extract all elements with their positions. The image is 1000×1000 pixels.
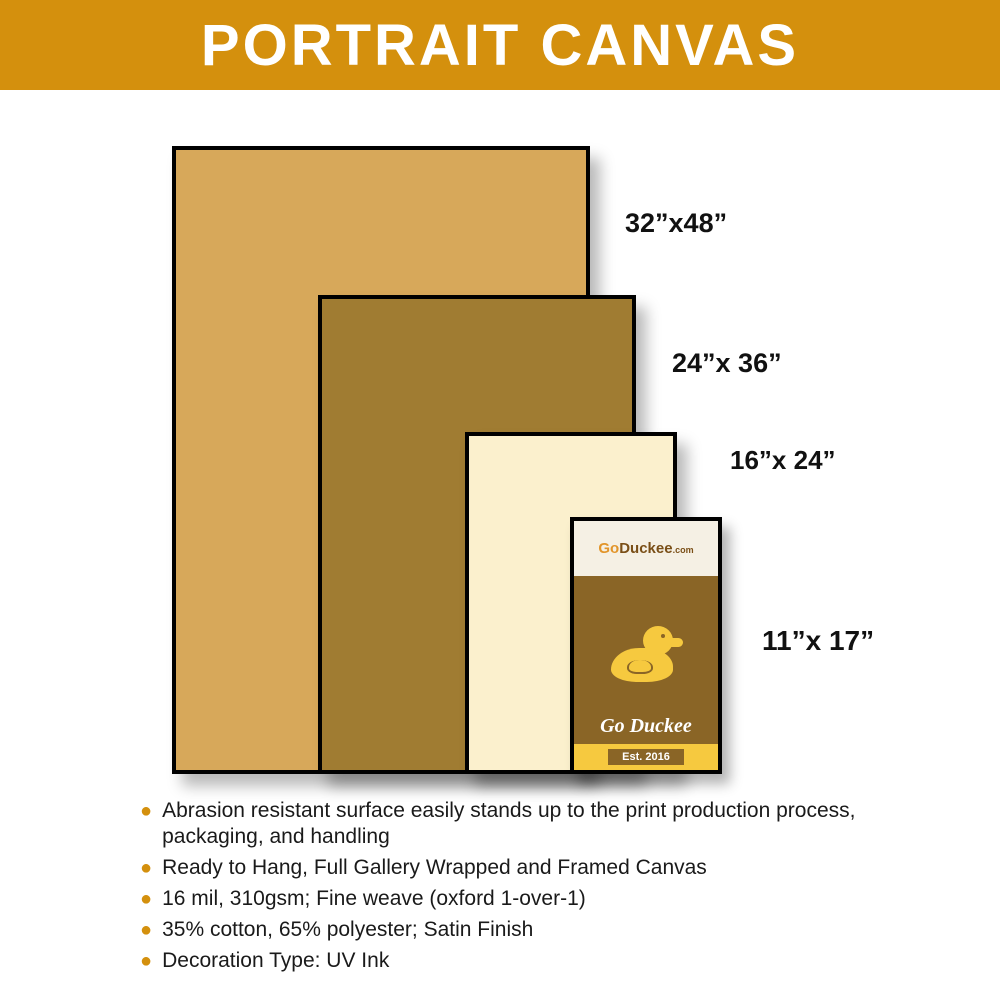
list-item — [140, 917, 940, 943]
size-label-32x48: 32”x48” — [625, 208, 728, 238]
poster-artwork — [574, 521, 718, 770]
feature-text: Ready to Hang, Full Gallery Wrapped and Framed Canvas — [162, 856, 707, 879]
canvas-size-diagram — [0, 90, 1000, 790]
canvas-swatch-11x17 — [570, 517, 722, 774]
poster-logo-area — [574, 521, 718, 576]
size-label-16x24: 16”x 24” — [730, 445, 836, 475]
poster-footer-area — [574, 744, 718, 770]
logo-go-text: Go — [598, 539, 620, 557]
bullet-icon: ● — [140, 919, 153, 941]
bullet-icon: ● — [140, 857, 153, 879]
list-item — [140, 855, 940, 881]
list-item — [140, 948, 940, 974]
list-item — [140, 798, 940, 850]
list-item — [140, 886, 940, 912]
bullet-icon: ● — [140, 888, 153, 910]
feature-text: 16 mil, 310gsm; Fine weave (oxford 1-over-1) — [162, 887, 586, 910]
logo-com-text: .com — [672, 544, 694, 555]
page-title: PORTRAIT CANVAS — [200, 12, 800, 78]
poster-established-badge: Est. 2016 — [608, 749, 684, 765]
poster-script-text: Go Duckee — [600, 715, 692, 737]
feature-text: 35% cotton, 65% polyester; Satin Finish — [162, 918, 534, 941]
header-banner — [0, 0, 1000, 90]
size-label-24x36: 24”x 36” — [672, 348, 782, 378]
feature-list — [140, 798, 940, 979]
logo-duckee-text: Duckee — [619, 539, 673, 557]
poster-illustration-area — [574, 576, 718, 744]
feature-text: Abrasion resistant surface easily stands up to the print production process, packaging, and handling — [162, 799, 856, 848]
bullet-icon: ● — [140, 800, 153, 822]
brand-logo — [598, 540, 693, 557]
feature-text: Decoration Type: UV Ink — [162, 949, 390, 972]
rubber-duck-icon — [609, 626, 683, 688]
size-label-11x17: 11”x 17” — [762, 625, 875, 656]
bullet-icon: ● — [140, 950, 153, 972]
